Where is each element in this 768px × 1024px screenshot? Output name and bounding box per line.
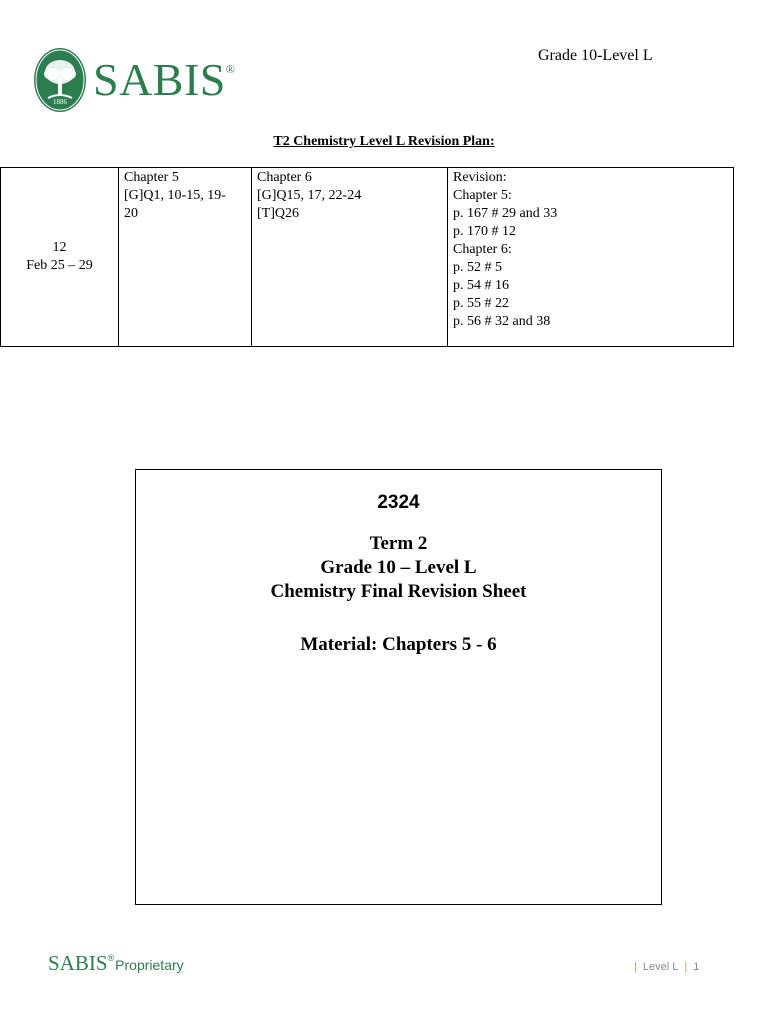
week-number: 12	[52, 240, 67, 255]
cover-heading	[136, 532, 661, 604]
week-dates: Feb 25 – 29	[26, 258, 93, 273]
logo-brand-text: SABIS	[93, 54, 226, 105]
revision-cell	[448, 168, 734, 347]
footer-separator: |	[684, 961, 688, 973]
logo-registered-mark: ®	[225, 62, 236, 76]
chapter6-line: Chapter 6	[257, 170, 312, 185]
footer-proprietary: Proprietary	[115, 957, 184, 973]
cover-term: Term 2	[369, 533, 428, 554]
table-row	[1, 168, 734, 347]
chapter5-line: Chapter 5	[124, 170, 179, 185]
cover-material: Material: Chapters 5 - 6	[300, 634, 497, 655]
sheet-code: 2324	[377, 492, 420, 513]
tree-seal-icon	[34, 48, 86, 112]
footer-level: Level L	[642, 961, 679, 973]
chapter6-line: [G]Q15, 17, 22-24	[257, 188, 362, 203]
chapter5-line: 20	[124, 206, 138, 221]
page-number: 1	[693, 961, 700, 973]
revision-plan-title: T2 Chemistry Level L Revision Plan:	[273, 134, 495, 149]
chapter6-cell	[252, 168, 448, 347]
revision-line: Chapter 5:	[453, 188, 512, 203]
footer-brand	[48, 951, 184, 976]
revision-line: p. 170 # 12	[453, 224, 516, 239]
footer-brand-text: SABIS	[48, 951, 108, 975]
cover-grade: Grade 10 – Level L	[320, 557, 477, 578]
grade-level-header: Grade 10-Level L	[538, 47, 653, 64]
footer-page-info	[628, 961, 699, 973]
chapter6-line: [T]Q26	[257, 206, 299, 221]
chapter5-cell	[119, 168, 252, 347]
revision-line: p. 56 # 32 and 38	[453, 314, 551, 329]
logo-year: 1886	[53, 98, 67, 106]
chapter5-line: [G]Q1, 10-15, 19-	[124, 188, 226, 203]
footer-separator: |	[634, 961, 637, 973]
revision-line: p. 167 # 29 and 33	[453, 206, 558, 221]
cover-sheet-title: Chemistry Final Revision Sheet	[270, 581, 527, 602]
revision-line: p. 54 # 16	[453, 278, 509, 293]
revision-line: p. 52 # 5	[453, 260, 502, 275]
logo-wordmark	[93, 54, 236, 105]
footer-registered-mark: ®	[107, 953, 115, 963]
revision-line: p. 55 # 22	[453, 296, 509, 311]
sabis-logo	[34, 48, 236, 112]
revision-line: Chapter 6:	[453, 242, 512, 257]
revision-plan-table	[0, 167, 734, 347]
week-cell	[1, 168, 119, 347]
revision-sheet-cover-box	[135, 469, 662, 905]
revision-line: Revision:	[453, 170, 507, 185]
